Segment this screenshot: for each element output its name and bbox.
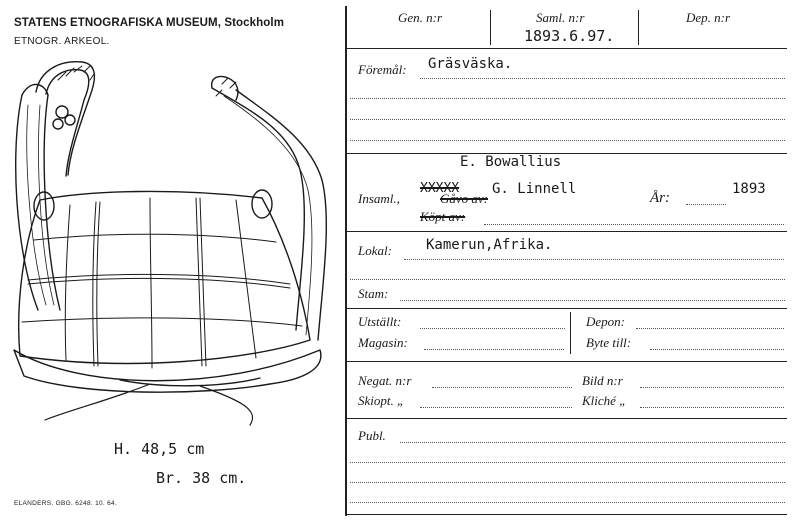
foremal-rule	[347, 153, 787, 154]
magasin-label: Magasin:	[358, 335, 408, 350]
foremal-label: Föremål:	[358, 62, 407, 77]
collector-added: E. Bowallius	[460, 154, 562, 170]
depon-dotline	[636, 328, 784, 329]
stam-dotline	[400, 300, 785, 301]
kopt-dotline	[484, 224, 784, 225]
lokal-dotline	[404, 259, 784, 260]
width-dimension: Br. 38 cm.	[156, 469, 247, 487]
negat-dotline	[432, 387, 572, 388]
media-rule	[347, 418, 787, 419]
dep-nr-label: Dep. n:r	[686, 10, 731, 25]
storage-separator	[570, 312, 571, 354]
ar-label: År:	[650, 190, 670, 206]
ar-value: 1893	[732, 181, 766, 197]
saml-nr-label: Saml. n:r	[536, 10, 585, 25]
publ-dotline	[400, 442, 785, 443]
publ-label: Publ.	[358, 428, 386, 443]
skiopt-dotline	[420, 407, 572, 408]
depon-label: Depon:	[586, 314, 625, 329]
utstallt-dotline	[420, 328, 565, 329]
insaml-value: G. Linnell	[492, 181, 577, 197]
height-dimension: H. 48,5 cm	[114, 440, 205, 458]
stam-label: Stam:	[358, 286, 389, 301]
foremal-value: Gräsväska.	[428, 56, 513, 72]
foremal-dotline-2	[350, 98, 785, 99]
kliche-dotline	[640, 407, 784, 408]
magasin-dotline	[424, 349, 564, 350]
museum-name	[14, 17, 284, 29]
stam-rule	[347, 308, 787, 309]
ar-dotline	[686, 204, 726, 205]
utstallt-label: Utställt:	[358, 314, 402, 329]
bag-illustration	[0, 55, 345, 435]
museum-name-text: STATENS ETNOGRAFISKA MUSEUM,	[14, 17, 222, 29]
kopt-label: Köpt av:	[420, 209, 466, 224]
negat-label: Negat. n:r	[358, 373, 412, 388]
header-rule	[347, 48, 787, 49]
card-bottom-rule	[347, 514, 787, 515]
byte-label: Byte till:	[586, 335, 632, 350]
publ-dotline-3	[350, 482, 785, 483]
byte-dotline	[650, 349, 784, 350]
saml-nr-value: 1893.6.97.	[524, 27, 615, 45]
insaml-struck: XXXXX	[420, 181, 460, 196]
kliche-label: Kliché „	[582, 393, 627, 408]
publ-dotline-2	[350, 462, 785, 463]
gen-nr-label: Gen. n:r	[398, 10, 443, 25]
header-separator-1	[490, 10, 491, 45]
gavo-label: Gåvo av:	[440, 191, 489, 206]
lokal-dotline-2	[350, 279, 785, 280]
department-label: ETNOGR. ARKEOL.	[14, 36, 110, 47]
publ-dotline-4	[350, 502, 785, 503]
foremal-dotline-4	[350, 140, 785, 141]
bild-label: Bild n:r	[582, 373, 623, 388]
insaml-rule	[347, 231, 787, 232]
printer-mark: ELANDERS. GBG. 6248. 10. 64.	[14, 500, 118, 507]
insaml-label: Insaml.,	[358, 191, 400, 206]
lokal-value: Kamerun,Afrika.	[426, 237, 553, 253]
foremal-dotline-3	[350, 119, 785, 120]
museum-city: Stockholm	[224, 17, 285, 29]
lokal-label: Lokal:	[358, 243, 392, 258]
card-divider	[345, 6, 347, 516]
storage-rule	[347, 361, 787, 362]
skiopt-label: Skiopt. „	[358, 393, 405, 408]
bild-dotline	[640, 387, 784, 388]
foremal-dotline	[420, 78, 785, 79]
header-separator-2	[638, 10, 639, 45]
